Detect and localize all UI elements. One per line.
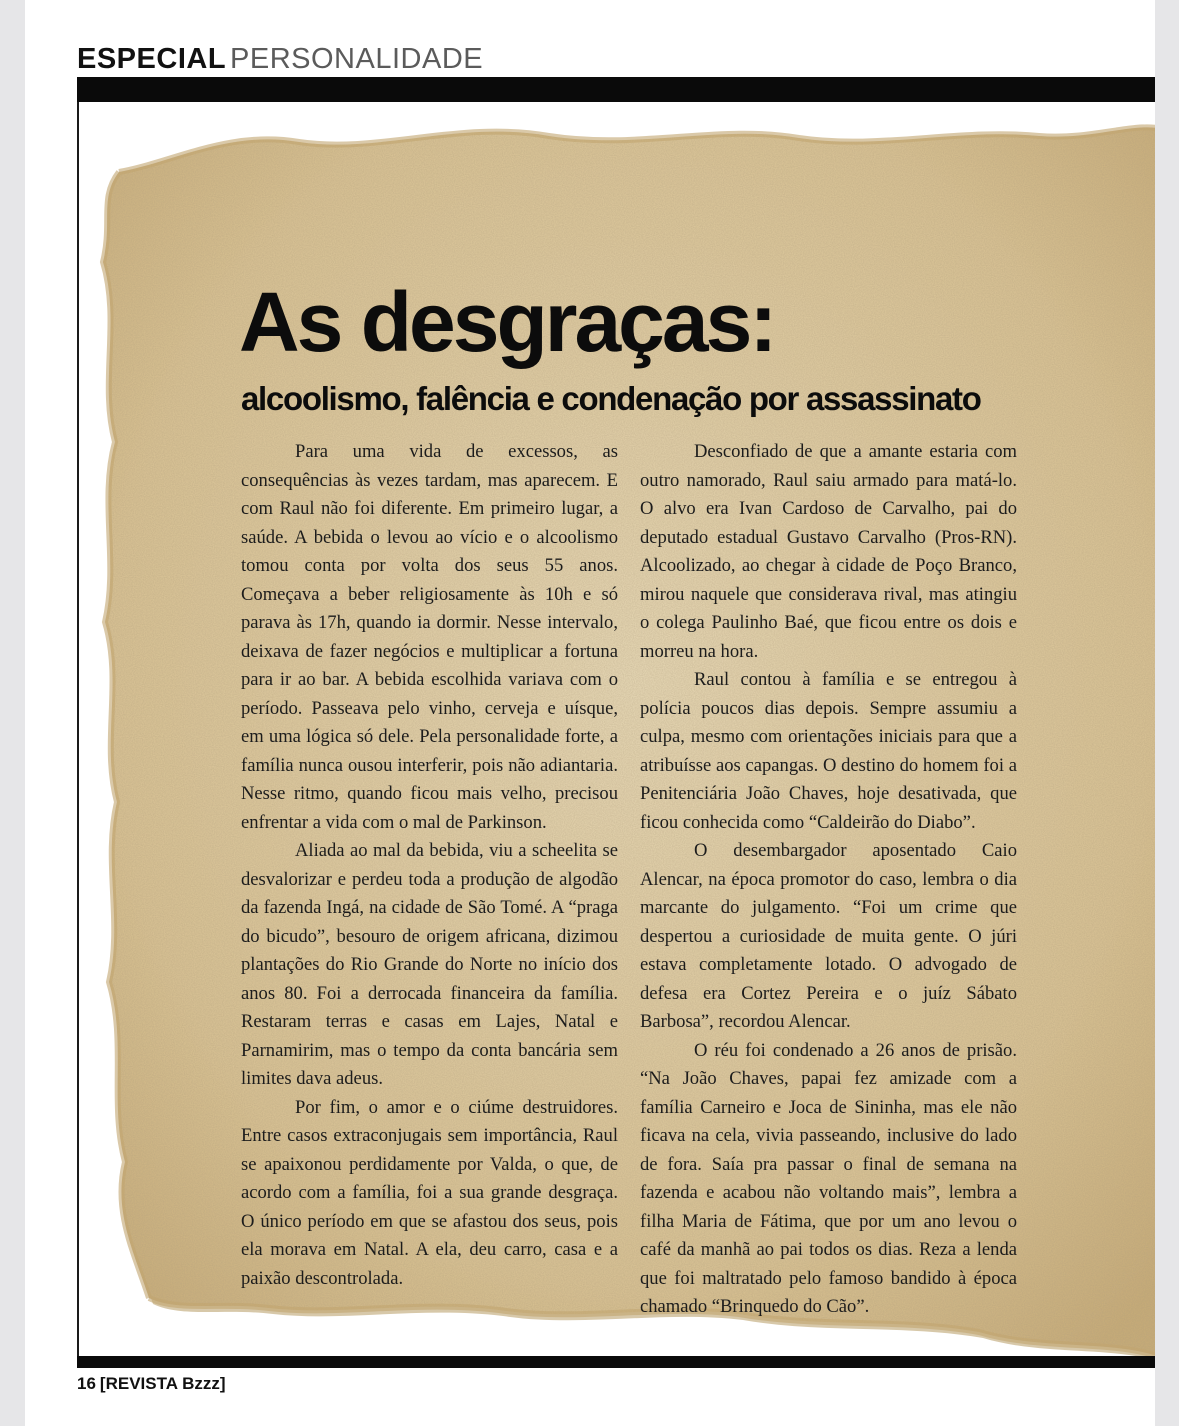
article-column-right (640, 438, 1017, 1322)
bottom-rule (77, 1356, 1155, 1368)
page-number: 16 (77, 1374, 96, 1393)
section-header (77, 42, 483, 76)
article-subtitle: alcoolismo, falência e condenação por assassinato (241, 380, 981, 417)
paragraph: Para uma vida de excessos, as consequências às vezes tardam, mas aparecem. E com Raul não foi diferente. Em primeiro lugar, a saúde. A bebida o levou ao vício e o alcoolismo tomou conta por volta dos seus 55 anos. Começava a beber religiosamente às 10h e só parava às 17h, quando ia dormir. Nesse intervalo, deixava de fazer negócios e multiplicar a fortuna para ir ao bar. A bebida escolhida variava com o período. Passeava pelo vinho, cerveja e uísque, em uma lógica só dele. Pela personalidade forte, a família nunca ousou interferir, pois não adiantaria. Nesse ritmo, quando ficou mais velho, precisou enfrentar a vida com o mal de Parkinson. (241, 441, 618, 833)
article-column-left (241, 438, 618, 1293)
top-rule (77, 77, 1155, 102)
section-kicker: ESPECIAL (77, 43, 227, 75)
paragraph: Aliada ao mal da bebida, viu a scheelita se desvalorizar e perdeu toda a produção de algodão da fazenda Ingá, na cidade de São Tomé. A “praga do bicudo”, besouro de origem africana, dizimou plantações do Rio Grande do Norte no início dos anos 80. Foi a derrocada financeira da família. Restaram terras e casas em Lajes, Natal e Parnamirim, mas o tempo da conta bancária sem limites dava adeus. (241, 840, 618, 1089)
paragraph: O réu foi condenado a 26 anos de prisão. “Na João Chaves, papai fez amizade com a família Carneiro e Joca de Sininha, mas ele não ficava na cela, vivia passeando, inclusive do lado de fora. Saía pra passar o final de semana na fazenda e acabou não voltando mais”, lembra a filha Maria de Fátima, que por um ano levou o café da manhã ao pai todos os dias. Reza a lenda que foi maltratado pelo famoso bandido à época chamado “Brinquedo do Cão”. (640, 1039, 1017, 1317)
magazine-page (25, 0, 1155, 1426)
paragraph: Raul contou à família e se entregou à polícia poucos dias depois. Sempre assumiu a culpa, mesmo com orientações iniciais para que a atribuísse aos capangas. O destino do homem foi a Penitenciária João Chaves, hoje desativada, que ficou conhecida como “Caldeirão do Diabo”. (640, 669, 1017, 833)
magazine-name: [REVISTA Bzzz] (99, 1374, 226, 1393)
paragraph: Desconfiado de que a amante estaria com outro namorado, Raul saiu armado para matá-lo. O alvo era Ivan Cardoso de Carvalho, pai do deputado estadual Gustavo Carvalho (Pros-RN). Alcoolizado, ao chegar à cidade de Poço Branco, mirou naquele que considerava rival, mas atingiu o colega Paulinho Baé, que ficou entre os dois e morreu na hora. (640, 441, 1017, 662)
page-footer (77, 1373, 226, 1395)
paragraph: O desembargador aposentado Caio Alencar, na época promotor do caso, lembra o dia marcante do julgamento. “Foi um crime que despertou a curiosidade de muita gente. O júri estava completamente lotado. O advogado de defesa era Cortez Pereira e o juíz Sábato Barbosa”, recordou Alencar. (640, 840, 1017, 1032)
article-frame (77, 102, 1155, 1356)
article-title: As desgraças: (239, 275, 775, 369)
section-name: PERSONALIDADE (230, 43, 484, 75)
paragraph: Por fim, o amor e o ciúme destruidores. Entre casos extraconjugais sem importância, Raul se apaixonou perdidamente por Valda, o que, de acordo com a família, foi a sua grande desgraça. O único período em que se afastou dos seus, pois ela morava em Natal. A ela, deu carro, casa e a paixão descontrolada. (241, 1096, 618, 1289)
